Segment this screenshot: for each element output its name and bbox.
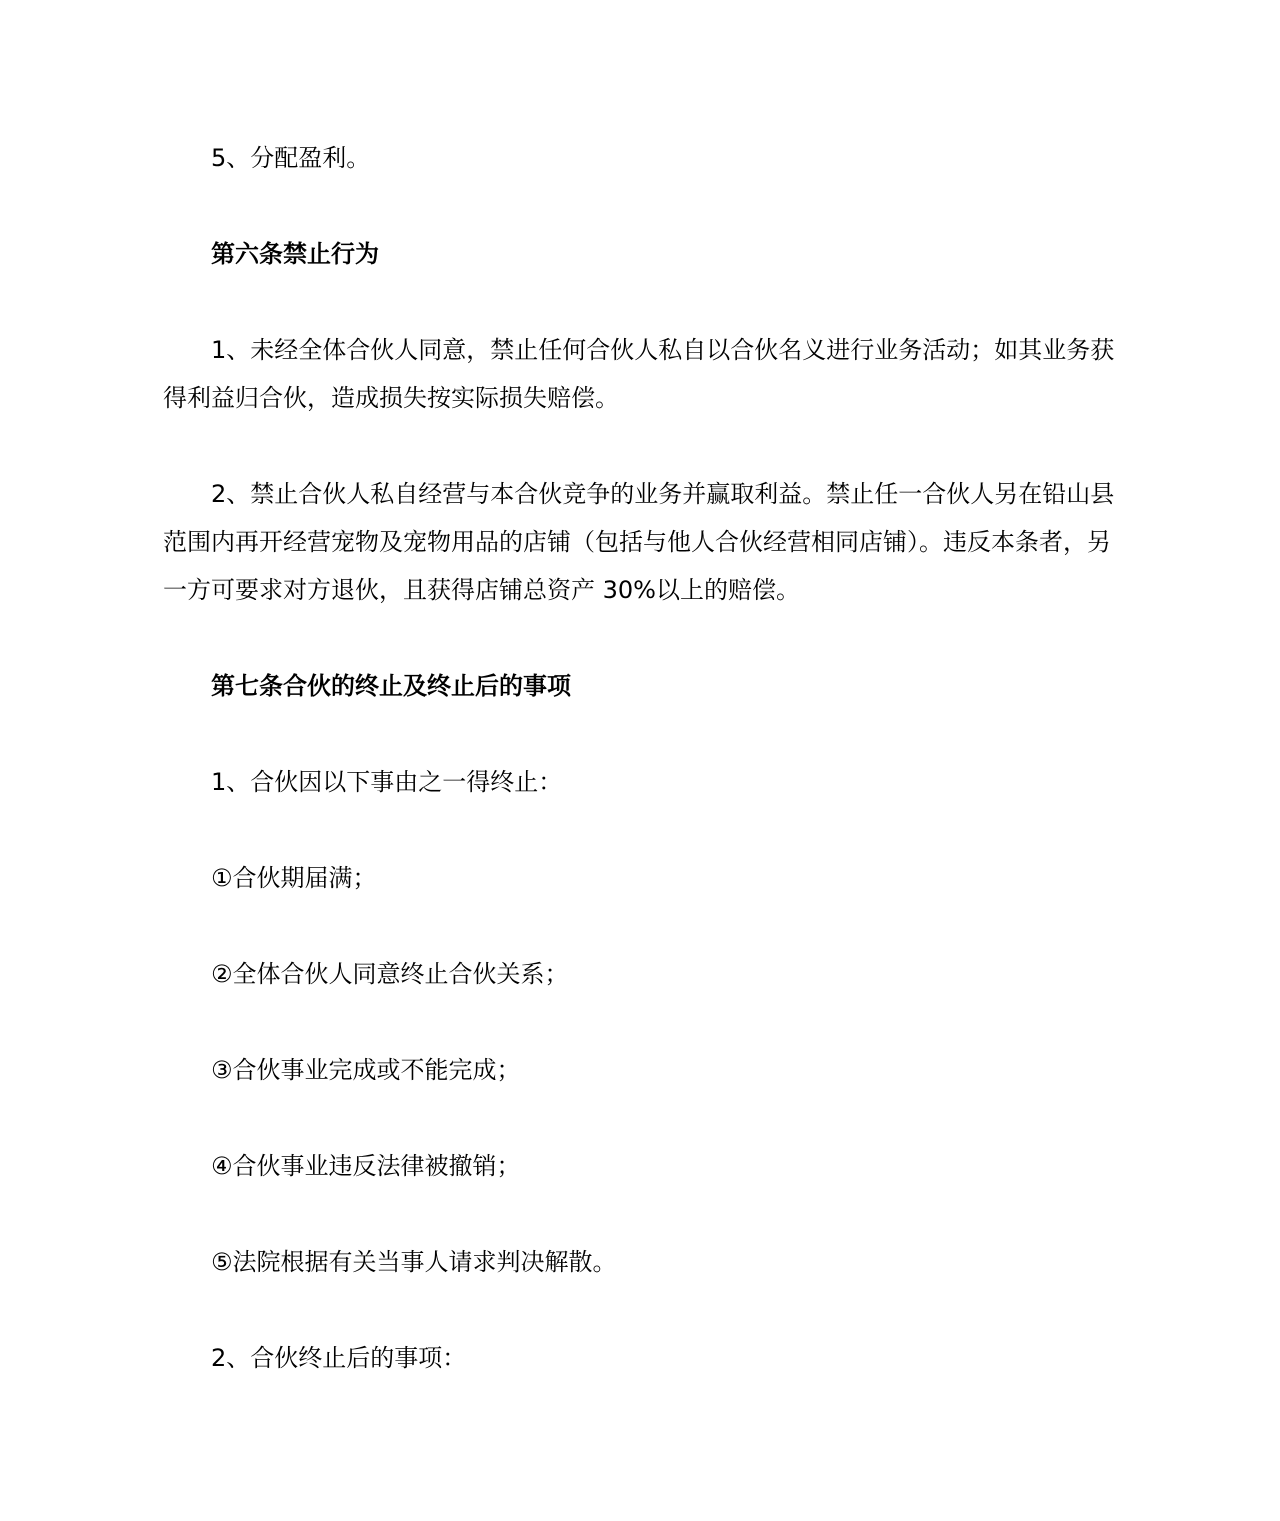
section-heading-article-7: 第七条合伙的终止及终止后的事项 (211, 672, 571, 700)
list-item-business-completed: ③合伙事业完成或不能完成； (211, 1056, 521, 1084)
section-heading-article-6: 第六条禁止行为 (211, 240, 379, 268)
list-item-court-dissolution: ⑤法院根据有关当事人请求判决解散。 (211, 1248, 617, 1276)
list-item-revoked-illegal: ④合伙事业违反法律被撤销； (211, 1152, 521, 1180)
list-item-all-partners-agree: ②全体合伙人同意终止合伙关系； (211, 960, 569, 988)
paragraph-article-7-item-2: 2、合伙终止后的事项： (211, 1344, 467, 1372)
paragraph-profit-distribution: 5、分配盈利。 (211, 144, 371, 172)
document-body (163, 134, 1120, 1382)
paragraph-article-7-item-1: 1、合伙因以下事由之一得终止： (211, 768, 563, 796)
list-item-term-expiry: ①合伙期届满； (211, 864, 377, 892)
paragraph-article-6-item-1: 1、未经全体合伙人同意，禁止任何合伙人私自以合伙名义进行业务活动；如其业务获得利益归合伙，造成损失按实际损失赔偿。 (163, 336, 1115, 412)
paragraph-article-6-item-2: 2、禁止合伙人私自经营与本合伙竞争的业务并赢取利益。禁止任一合伙人另在铅山县范围内再开经营宠物及宠物用品的店铺（包括与他人合伙经营相同店铺）。违反本条者，另一方可要求对方退伙，且获得店铺总资产 30%以上的赔偿。 (163, 480, 1115, 604)
